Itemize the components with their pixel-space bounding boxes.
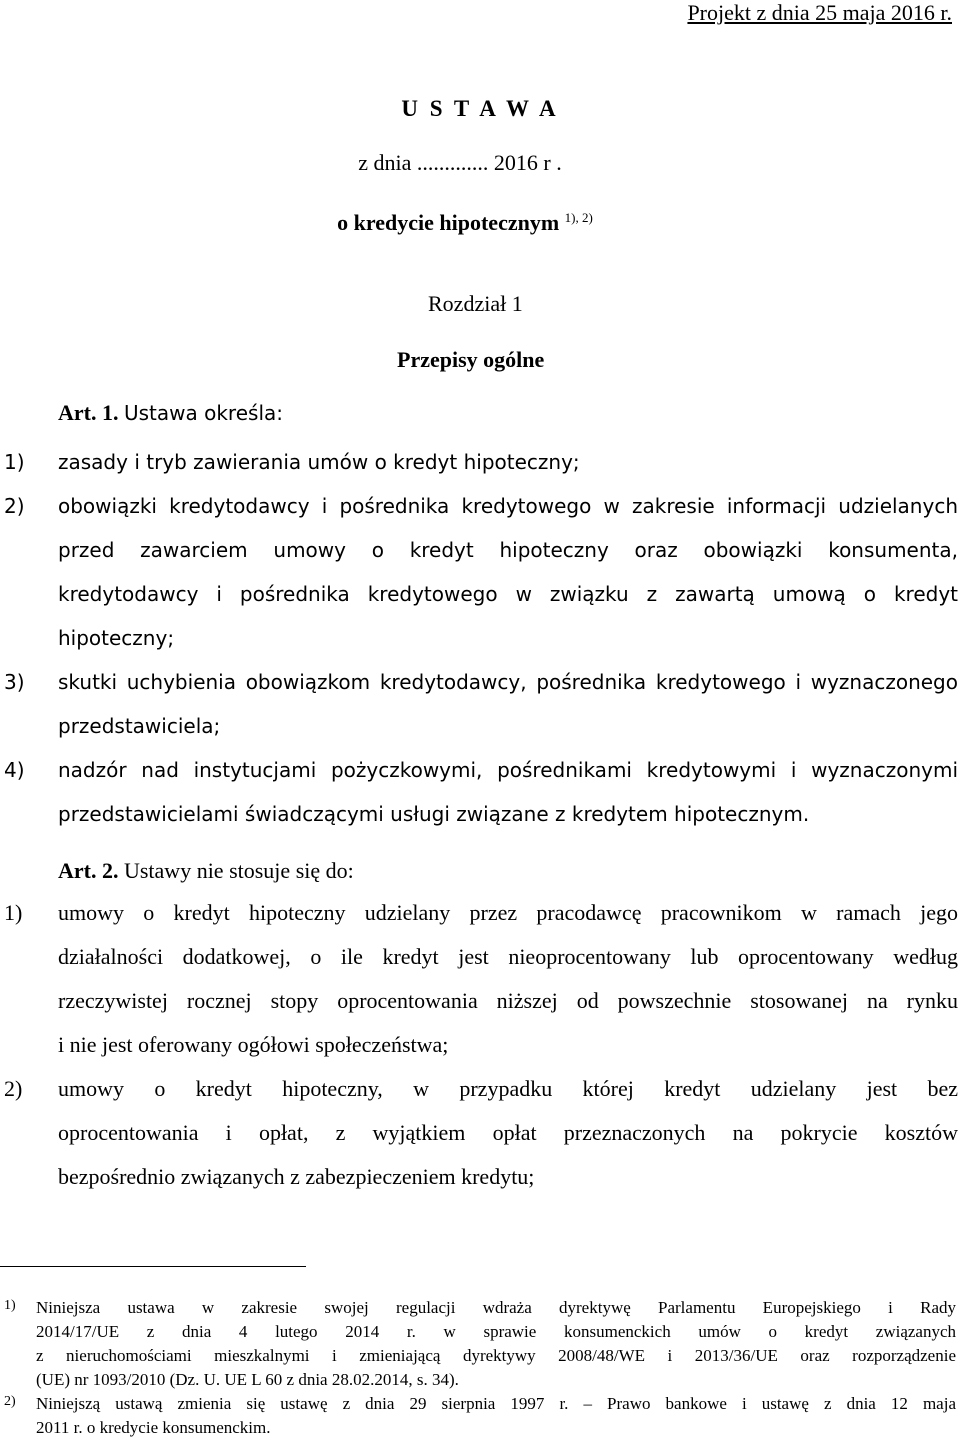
art1-item-1-number: 1) (4, 450, 25, 474)
article-2-heading (58, 858, 354, 884)
art1-item-3-number: 3) (4, 670, 25, 694)
art2-item-1-line-4: i nie jest oferowany ogółowi społeczeństwa; (58, 1032, 449, 1057)
art1-item-3-line-2: przedstawiciela; (58, 714, 221, 738)
article-1-heading (58, 400, 283, 426)
article-1-label: Art. 1. (58, 400, 119, 425)
art2-item-2-line-2: oprocentowania i opłat, z wyjątkiem opłat przeznaczonych na pokrycie kosztów (58, 1120, 958, 1145)
draft-header: Projekt z dnia 25 maja 2016 r. (687, 0, 952, 25)
art2-item-1-line-1: umowy o kredyt hipoteczny udzielany przez pracodawcę pracownikom w ramach jego (58, 900, 958, 925)
art2-item-1-line-2: działalności dodatkowej, o ile kredyt jest nieoprocentowany lub oprocentowany według (58, 944, 958, 969)
art2-item-2-line-3: bezpośrednio związanych z zabezpieczeniem kredytu; (58, 1164, 535, 1189)
footnote-separator (0, 1266, 306, 1267)
art2-item-2-number: 2) (4, 1076, 23, 1101)
footnote-2-line-2: 2011 r. o kredycie konsumenckim. (36, 1418, 271, 1437)
footnote-1-line-3: z nieruchomościami mieszkalnymi i zmieniającą dyrektywy 2008/48/WE i 2013/36/UE oraz rozporządzenie (36, 1346, 956, 1365)
footnote-1-line-1: Niniejsza ustawa w zakresie swojej regulacji wdraża dyrektywę Parlamentu Europejskiego i Rady (36, 1298, 956, 1317)
footnote-1-line-2: 2014/17/UE z dnia 4 lutego 2014 r. w sprawie konsumenckich umów o kredyt związanych (36, 1322, 956, 1341)
art1-item-1-line-1: zasady i tryb zawierania umów o kredyt hipoteczny; (58, 450, 580, 474)
art1-item-2-line-3: kredytodawcy i pośrednika kredytowego w związku z zawartą umową o kredyt (58, 582, 958, 606)
footnote-2-number: 2) (4, 1394, 16, 1409)
footnote-1-line-4: (UE) nr 1093/2010 (Dz. U. UE L 60 z dnia 28.02.2014, s. 34). (36, 1370, 459, 1389)
art1-item-2-line-1: obowiązki kredytodawcy i pośrednika kredytowego w zakresie informacji udzielanych (58, 494, 958, 518)
chapter-number: Rozdział 1 (428, 291, 523, 316)
act-date: z dnia ............. 2016 r . (358, 150, 562, 175)
art1-item-2-line-2: przed zawarciem umowy o kredyt hipoteczny oraz obowiązki konsumenta, (58, 538, 958, 562)
article-2-label: Art. 2. (58, 858, 119, 883)
chapter-title: Przepisy ogólne (397, 347, 545, 372)
act-title: U S T A W A (401, 96, 559, 121)
art1-item-3-line-1: skutki uchybienia obowiązkom kredytodawcy, pośrednika kredytowego i wyznaczonego (58, 670, 958, 694)
art2-item-1-number: 1) (4, 900, 23, 925)
footnote-2-line-1: Niniejszą ustawą zmienia się ustawę z dnia 29 sierpnia 1997 r. – Prawo bankowe i ustawę z dnia 12 maja (36, 1394, 956, 1413)
art1-item-2-number: 2) (4, 494, 25, 518)
art1-item-4-number: 4) (4, 758, 25, 782)
art2-item-1-line-3: rzeczywistej rocznej stopy oprocentowania niższej od powszechnie stosowanej na rynku (58, 988, 958, 1013)
art2-item-2-line-1: umowy o kredyt hipoteczny, w przypadku której kredyt udzielany jest bez (58, 1076, 958, 1101)
act-subject (0, 210, 960, 236)
act-subject-text: o kredycie hipotecznym (337, 210, 560, 235)
article-1-intro: Ustawa określa: (123, 401, 283, 425)
art1-item-4-line-1: nadzór nad instytucjami pożyczkowymi, pośrednikami kredytowymi i wyznaczonymi (58, 758, 958, 782)
footnote-1-number: 1) (4, 1298, 16, 1313)
article-2-intro: Ustawy nie stosuje się do: (123, 858, 354, 883)
art1-item-2-line-4: hipoteczny; (58, 626, 175, 650)
act-subject-footnote-refs: 1), 2) (564, 210, 593, 225)
art1-item-4-line-2: przedstawicielami świadczącymi usługi związane z kredytem hipotecznym. (58, 802, 810, 826)
